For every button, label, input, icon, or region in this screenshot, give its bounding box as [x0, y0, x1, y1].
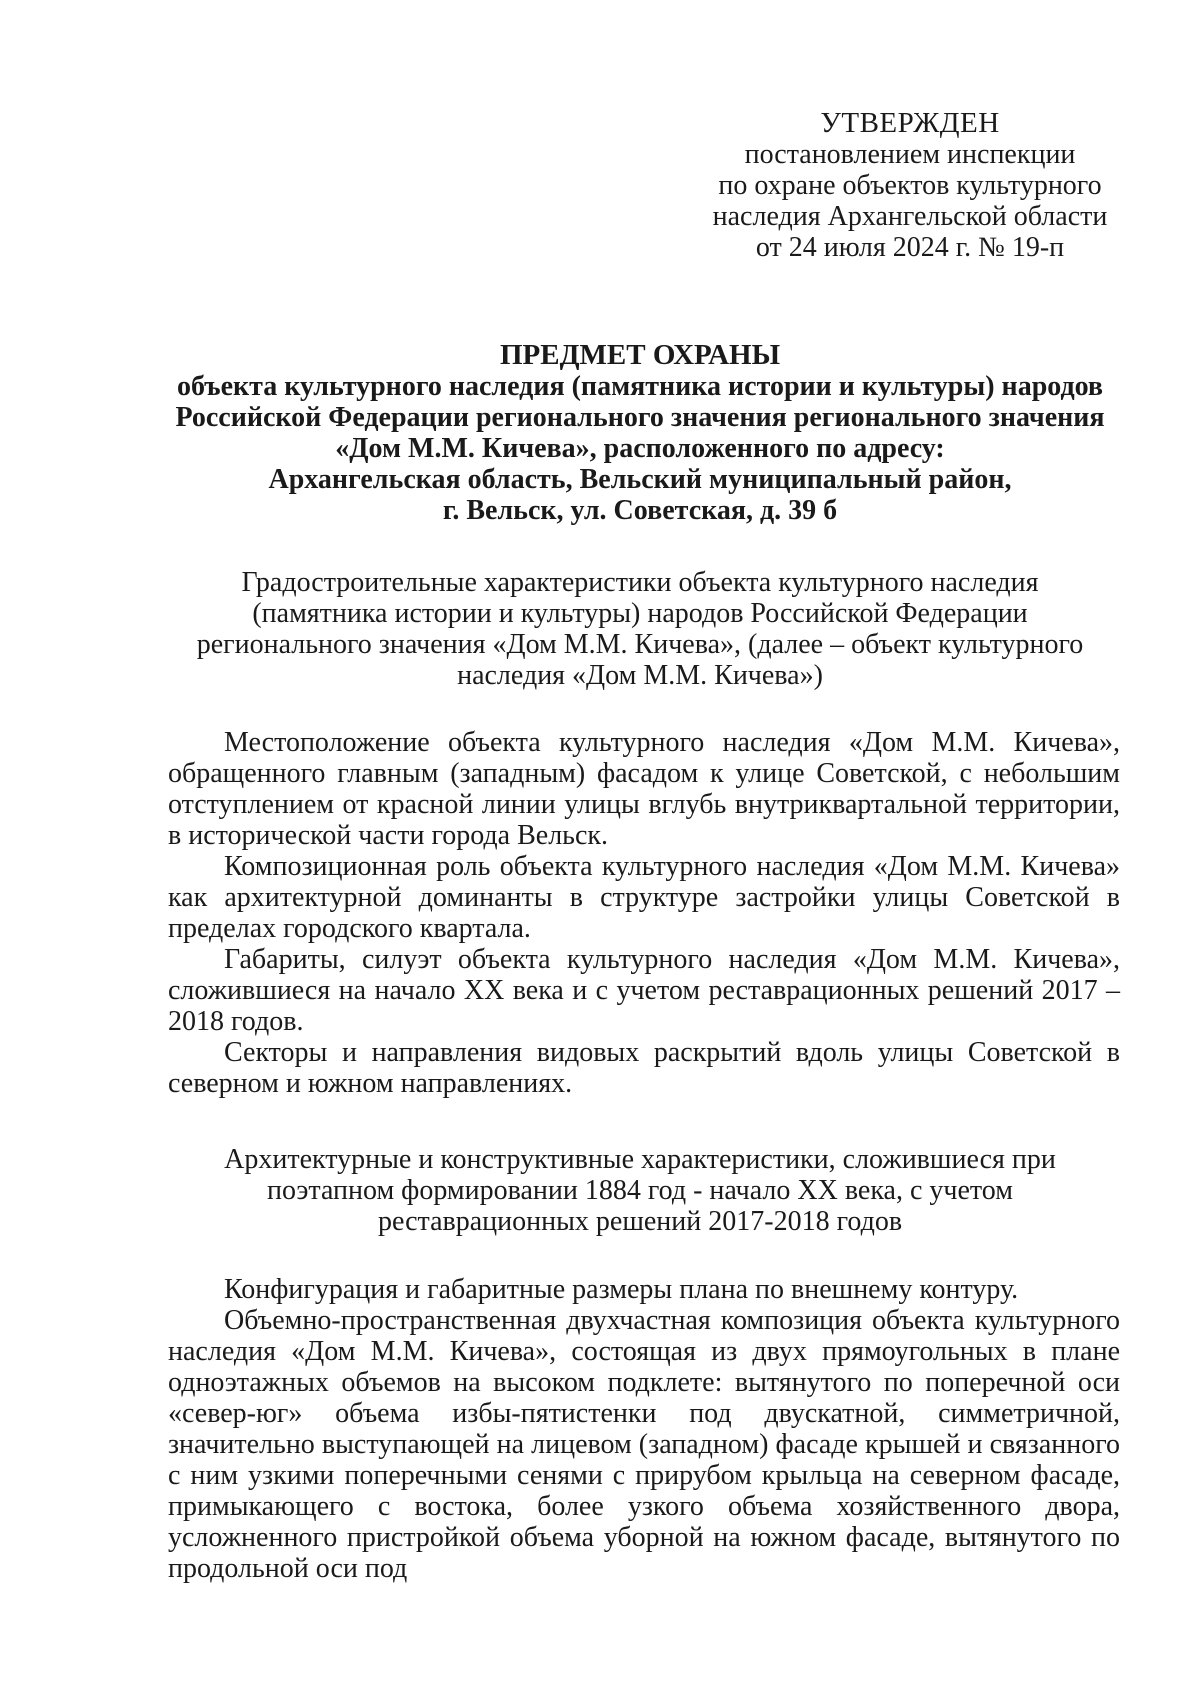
section2-heading [160, 1144, 1120, 1237]
approval-stamp [690, 108, 1130, 263]
title-main: ПРЕДМЕТ ОХРАНЫ [499, 339, 781, 371]
approval-heading: УТВЕРЖДЕН [820, 107, 1000, 139]
section1-heading-line: наследия «Дом М.М. Кичева») [457, 660, 823, 691]
title-line: г. Вельск, ул. Советская, д. 39 б [442, 495, 838, 526]
section2-body [168, 1274, 1120, 1584]
title-line: Архангельская область, Вельский муниципальный район, [268, 464, 1012, 495]
approval-line: наследия Архангельской области [712, 201, 1108, 232]
section1-heading [160, 567, 1120, 691]
title-line: «Дом М.М. Кичева», расположенного по адресу: [335, 433, 945, 464]
title-line: объекта культурного наследия (памятника истории и культуры) народов [176, 371, 1104, 402]
paragraph-dimensions-silhouette: Габариты, силуэт объекта культурного наследия «Дом М.М. Кичева», сложившиеся на начало XX века и с учетом реставрационных решений 2017 – 2018 годов. [168, 944, 1120, 1037]
section1-heading-line: Градостроительные характеристики объекта культурного наследия [241, 567, 1039, 598]
document-title [160, 340, 1120, 526]
approval-line: по охране объектов культурного [718, 170, 1102, 201]
section1-body [168, 727, 1120, 1099]
title-line: Российской Федерации регионального значения регионального значения [175, 402, 1105, 433]
paragraph-view-sectors: Секторы и направления видовых раскрытий вдоль улицы Советской в северном и южном направлениях. [168, 1037, 1120, 1099]
paragraph-volumetric-composition: Объемно-пространственная двухчастная композиция объекта культурного наследия «Дом М.М. Кичева», состоящая из двух прямоугольных в плане одноэтажных объемов на высоком подклете: вытянутого по поперечной оси «север-юг» объема избы-пятистенки под двускатной, симметричной, значительно выступающей на лицевом (западном) фасаде крышей и связанного с ним узкими поперечными сенями с прирубом крыльца на северном фасаде, примыкающего с востока, более узкого объема хозяйственного двора, усложненного пристройкой объема уборной на южном фасаде, вытянутого по продольной оси под [168, 1305, 1120, 1584]
section2-heading-line: реставрационных решений 2017-2018 годов [377, 1206, 903, 1237]
paragraph-plan-configuration: Конфигурация и габаритные размеры плана по внешнему контуру. [224, 1274, 1019, 1305]
paragraph-composition-role: Композиционная роль объекта культурного наследия «Дом М.М. Кичева» как архитектурной доминанты в структуре застройки улицы Советской в пределах городского квартала. [168, 851, 1120, 944]
approval-line: постановлением инспекции [744, 139, 1076, 170]
section1-heading-line: (памятника истории и культуры) народов Российской Федерации [252, 598, 1028, 629]
approval-date-line: от 24 июля 2024 г. № 19-п [755, 232, 1065, 263]
section2-heading-line: Архитектурные и конструктивные характеристики, сложившиеся при [224, 1144, 1056, 1175]
section1-heading-line: регионального значения «Дом М.М. Кичева», (далее – объект культурного [196, 629, 1084, 660]
paragraph-location: Местоположение объекта культурного наследия «Дом М.М. Кичева», обращенного главным (западным) фасадом к улице Советской, с небольшим отступлением от красной линии улицы вглубь внутриквартальной территории, в исторической части города Вельск. [168, 727, 1120, 851]
section2-heading-line: поэтапном формировании 1884 год - начало XX века, с учетом [267, 1175, 1013, 1206]
